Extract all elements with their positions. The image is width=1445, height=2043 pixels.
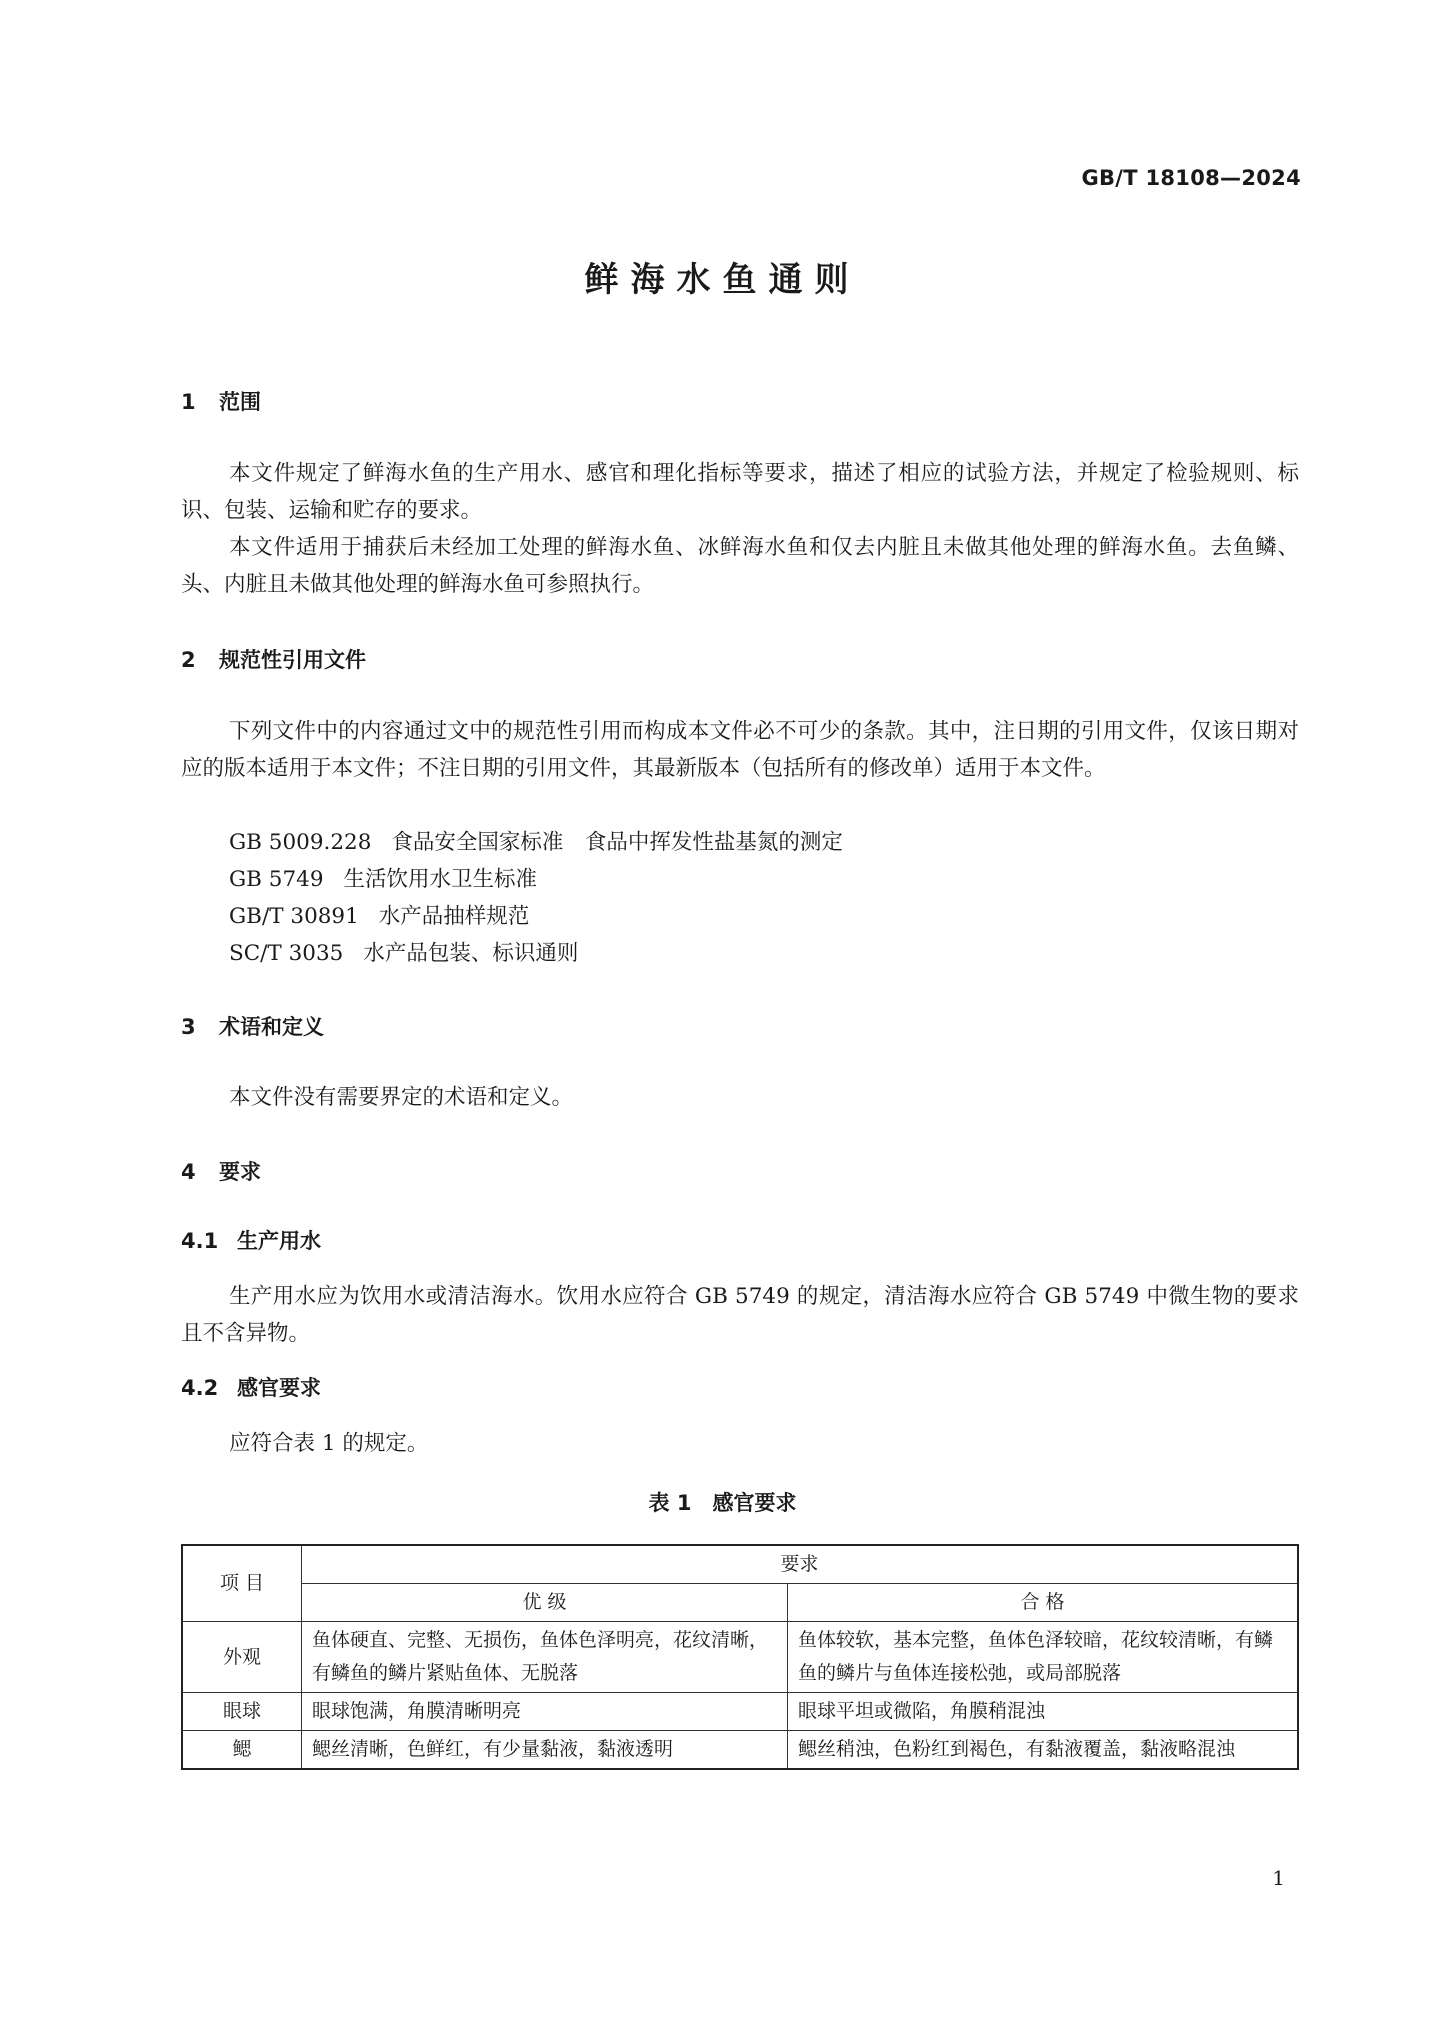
section-title: 规范性引用文件 [219,648,366,672]
section-4-1-paragraph: 生产用水应为饮用水或清洁海水。饮用水应符合 GB 5749 的规定，清洁海水应符合 GB 5749 中微生物的要求且不含异物。 [181,1284,1299,1346]
section-2-heading [181,644,366,674]
document-title: 鲜海水鱼通则 [584,260,861,300]
row-qualified: 鱼体较软，基本完整，鱼体色泽较暗，花纹较清晰，有鳞鱼的鳞片与鱼体连接松弛，或局部脱落 [788,1622,1299,1693]
row-excellent: 鱼体硬直、完整、无损伤，鱼体色泽明亮，花纹清晰，有鳞鱼的鳞片紧贴鱼体、无脱落 [302,1622,788,1693]
page-number: 1 [1272,1866,1285,1890]
row-item: 外观 [182,1622,302,1693]
header-item: 项 目 [182,1545,302,1622]
row-item: 鳃 [182,1731,302,1770]
section-4-2-heading [181,1372,321,1402]
row-excellent: 眼球饱满，角膜清晰明亮 [302,1693,788,1731]
reference-code: GB/T 30891 [229,904,359,929]
section-title: 要求 [219,1160,261,1184]
reference-name: 水产品包装、标识通则 [363,941,579,966]
row-qualified: 鳃丝稍浊，色粉红到褐色，有黏液覆盖，黏液略混浊 [788,1731,1299,1770]
row-qualified: 眼球平坦或微陷，角膜稍混浊 [788,1693,1299,1731]
reference-name: 生活饮用水卫生标准 [343,867,538,892]
section-4-2-paragraph: 应符合表 1 的规定。 [229,1431,429,1456]
section-title: 生产用水 [237,1229,321,1253]
reference-item [229,898,529,935]
table-header-row [182,1584,1298,1622]
section-3-paragraph: 本文件没有需要界定的术语和定义。 [229,1085,574,1110]
row-excellent: 鳃丝清晰，色鲜红，有少量黏液，黏液透明 [302,1731,788,1770]
reference-name: 食品安全国家标准 食品中挥发性盐基氮的测定 [391,830,843,855]
section-number: 4.2 [181,1376,219,1400]
standard-code: GB/T 18108—2024 [1081,166,1301,190]
reference-code: GB 5749 [229,867,324,892]
table-row [182,1693,1298,1731]
header-requirement: 要求 [302,1545,1299,1584]
section-number: 1 [181,390,196,414]
section-title: 范围 [219,390,261,414]
section-1-paragraph-2: 本文件适用于捕获后未经加工处理的鲜海水鱼、冰鲜海水鱼和仅去内脏且未做其他处理的鲜海水鱼。去鱼鳞、头、内脏且未做其他处理的鲜海水鱼可参照执行。 [181,535,1299,597]
section-title: 术语和定义 [219,1015,324,1039]
section-2-paragraph: 下列文件中的内容通过文中的规范性引用而构成本文件必不可少的条款。其中，注日期的引用文件，仅该日期对应的版本适用于本文件；不注日期的引用文件，其最新版本（包括所有的修改单）适用于本文件。 [181,719,1299,781]
sensory-requirements-table [181,1544,1299,1770]
section-3-heading [181,1011,324,1041]
section-1-paragraph-1: 本文件规定了鲜海水鱼的生产用水、感官和理化指标等要求，描述了相应的试验方法，并规定了检验规则、标识、包装、运输和贮存的要求。 [181,461,1299,523]
section-number: 4.1 [181,1229,219,1253]
reference-item [229,861,537,898]
reference-item [229,935,578,972]
section-number: 4 [181,1160,196,1184]
row-item: 眼球 [182,1693,302,1731]
section-number: 2 [181,648,196,672]
table-caption: 表 1 感官要求 [648,1491,797,1515]
reference-code: GB 5009.228 [229,830,372,855]
reference-item [229,824,843,861]
table-row [182,1731,1298,1770]
section-1-heading [181,386,261,416]
table-header-row [182,1545,1298,1584]
table-row [182,1622,1298,1693]
section-4-heading [181,1156,261,1186]
section-number: 3 [181,1015,196,1039]
section-4-1-heading [181,1225,321,1255]
header-excellent: 优 级 [302,1584,788,1622]
section-title: 感官要求 [237,1376,321,1400]
header-qualified: 合 格 [788,1584,1299,1622]
reference-code: SC/T 3035 [229,941,344,966]
reference-name: 水产品抽样规范 [378,904,530,929]
